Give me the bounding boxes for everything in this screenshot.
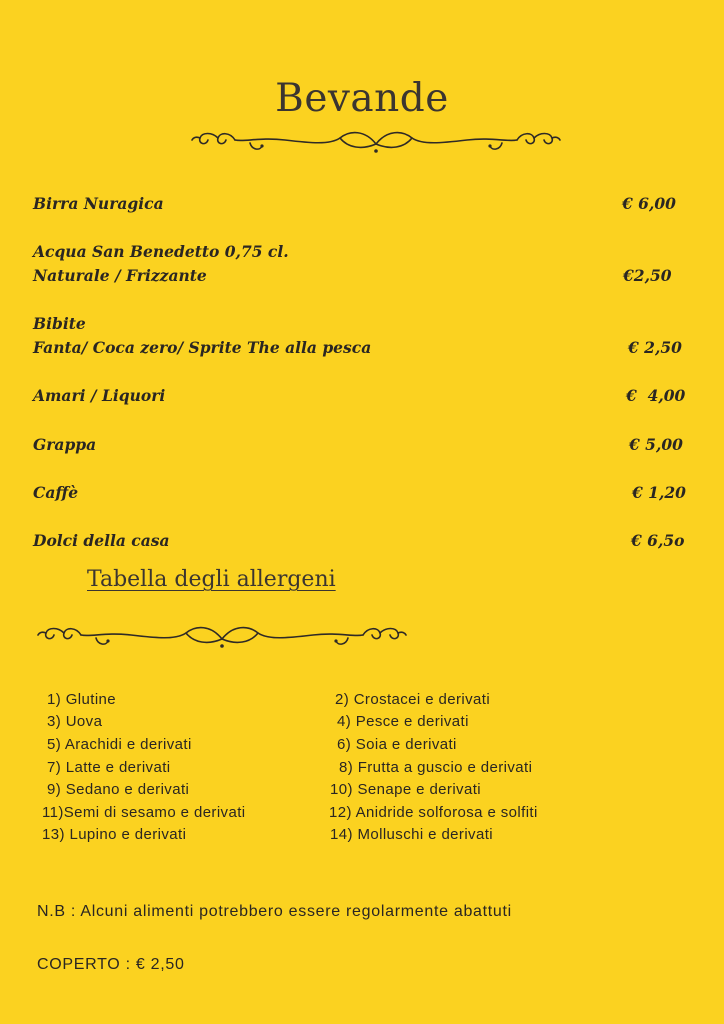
menu-item-price: € 1,20 [632,483,686,502]
allergens-title: Tabella degli allergeni [87,567,336,592]
menu-item-price: € 6,5o [631,531,685,550]
menu-item-subline: Naturale / Frizzante [33,266,207,285]
menu-item-price: € 6,00 [622,194,676,213]
flourish-divider-icon [36,621,408,651]
allergen-item: 3) Uova [47,713,103,730]
allergen-item: 10) Senape e derivati [330,781,481,798]
menu-item-price: € 2,50 [628,338,682,357]
allergen-item: 2) Crostacei e derivati [335,691,491,708]
menu-item-caffe [33,481,694,505]
allergen-item: 11)Semi di sesamo e derivati [42,804,246,821]
cover-charge: COPERTO : € 2,50 [37,956,185,973]
allergen-item: 7) Latte e derivati [47,759,171,776]
flourish-divider-icon [190,126,562,156]
menu-item-price: €2,50 [623,266,672,285]
menu-item-name: Caffè [33,483,79,502]
menu-item-price: € 5,00 [629,435,683,454]
allergen-item: 1) Glutine [47,691,117,708]
menu-item-bibite [33,312,694,360]
menu-item-name: Birra Nuragica [33,194,164,213]
allergen-item: 13) Lupino e derivati [42,826,187,843]
menu-item-subline: Fanta/ Coca zero/ Sprite The alla pesca [33,338,372,357]
menu-item-price: € 4,00 [626,386,686,405]
page-title: Bevande [275,76,449,121]
allergen-item: 5) Arachidi e derivati [47,736,192,753]
menu-item-name: Amari / Liquori [33,386,166,405]
allergen-item: 8) Frutta a guscio e derivati [339,759,533,776]
menu-item-grappa [33,433,694,457]
menu-item-name: Bibite [33,314,86,333]
note-text: N.B : Alcuni alimenti potrebbero essere regolarmente abattuti [37,903,512,920]
menu-item-name: Grappa [33,435,97,454]
menu-item-amari [33,384,694,408]
allergen-item: 14) Molluschi e derivati [330,826,493,843]
allergen-item: 12) Anidride solforosa e solfiti [329,804,538,821]
menu-item-acqua [33,240,694,288]
menu-item-birra [33,192,694,216]
allergen-item: 4) Pesce e derivati [337,713,469,730]
menu-item-name: Acqua San Benedetto 0,75 cl. [33,242,289,261]
allergen-item: 9) Sedano e derivati [47,781,190,798]
menu-item-name: Dolci della casa [33,531,170,550]
menu-item-dolci [33,529,694,553]
allergen-item: 6) Soia e derivati [337,736,457,753]
